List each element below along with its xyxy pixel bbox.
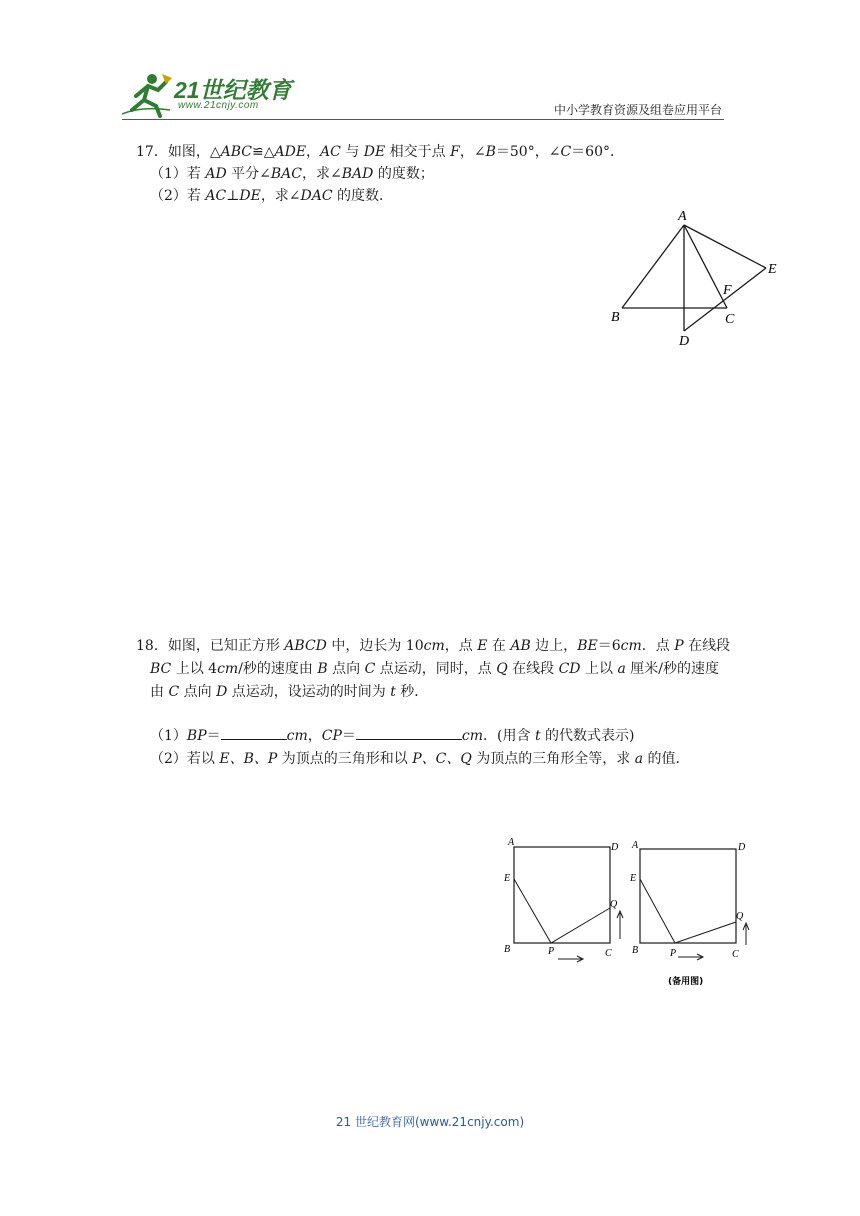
- q17-text: ，求∠: [302, 166, 342, 182]
- runner-logo-icon: [122, 70, 174, 118]
- label-p: P: [670, 948, 677, 959]
- q18-text: 点运动，设运动的时间为: [227, 684, 391, 700]
- q18-text: ．如图，已知正方形: [153, 638, 285, 654]
- q17-var: AD: [205, 166, 227, 182]
- q18-var: P、C、Q: [412, 751, 472, 767]
- q18-var: CD: [558, 661, 581, 677]
- q17-stem: [136, 140, 624, 164]
- segment-ae: [684, 225, 766, 268]
- label-e: E: [768, 262, 777, 277]
- q18-text: ，: [307, 728, 322, 744]
- q18-var: B: [317, 661, 328, 677]
- q18-var: P: [674, 638, 684, 654]
- label-b: B: [632, 945, 639, 956]
- square-abcd: [640, 849, 736, 943]
- q18-text: 在线段: [683, 638, 731, 654]
- q17-text: （1）若: [150, 166, 206, 182]
- q17-text: ，: [306, 144, 321, 160]
- label-e: E: [630, 873, 637, 884]
- label-d: D: [679, 334, 690, 349]
- q17-var: DAC: [300, 188, 333, 204]
- q17-triangle-abc: ABC: [220, 144, 252, 160]
- q17-var: F: [450, 144, 460, 160]
- q18-text: 的代数式表示): [540, 728, 635, 744]
- label-f: F: [723, 283, 732, 298]
- q18-var: AB: [510, 638, 531, 654]
- site-logo: [122, 70, 292, 118]
- q18-text: 的值．: [643, 751, 690, 767]
- q18-var: Q: [496, 661, 508, 677]
- q18-text: ，点: [444, 638, 478, 654]
- q17-number: 17: [136, 144, 154, 160]
- q18-var: D: [216, 684, 228, 700]
- segment-ac: [684, 225, 727, 308]
- header-divider: [122, 119, 724, 120]
- q18-var: BE: [577, 638, 598, 654]
- q18-text: ．(用含: [483, 728, 535, 744]
- q17-var: B: [485, 144, 496, 160]
- q17-text: 相交于点: [385, 144, 451, 160]
- q18-stem-line2: [150, 657, 719, 681]
- q18-var: BC: [150, 661, 172, 677]
- q18-text: 为顶点的三角形全等，求: [471, 751, 635, 767]
- q17-text: 与: [340, 144, 364, 160]
- label-e: E: [504, 873, 511, 884]
- q18-text: （2）若以: [150, 751, 220, 767]
- q17-text: ＝60°．: [571, 144, 624, 160]
- q18-var: a: [617, 661, 626, 677]
- q18-text: 厘米/秒的速度: [625, 661, 719, 677]
- q18-text: 为顶点的三角形和以: [277, 751, 413, 767]
- q17-var: C: [560, 144, 572, 160]
- q17-text: ≌△: [251, 144, 275, 160]
- q18-text: 中，边长为 10: [326, 638, 424, 654]
- q17-triangle-ade: ADE: [274, 144, 307, 160]
- q18-var: t: [534, 728, 541, 744]
- q18-var: C: [168, 684, 180, 700]
- q18-text: 点向: [327, 661, 365, 677]
- q17-var: DE: [239, 188, 261, 204]
- q17-text: ，求∠: [260, 188, 301, 204]
- q17-text: ＝50°，∠: [495, 144, 561, 160]
- q18-var: E: [477, 638, 488, 654]
- q18-var: BP: [186, 728, 207, 744]
- path-e-p-q: [640, 879, 736, 943]
- q18-text: 秒．: [395, 684, 429, 700]
- q18-var: C: [364, 661, 376, 677]
- q18-text: 点向: [179, 684, 217, 700]
- q17-text: 的度数；: [373, 166, 434, 182]
- label-c: C: [725, 312, 735, 327]
- q18-text: 点运动，同时，点: [375, 661, 497, 677]
- logo-url-text: www.21cnjy.com: [178, 100, 259, 111]
- q18-var: CP: [321, 728, 342, 744]
- q18-text: （1）: [150, 728, 187, 744]
- label-q: Q: [736, 911, 744, 922]
- q18-var: a: [634, 751, 644, 767]
- answer-blank-bp[interactable]: [221, 725, 287, 740]
- q18-text: ＝6: [597, 638, 621, 654]
- q18-var: E、B、P: [219, 751, 278, 767]
- q17-part2: [150, 184, 393, 208]
- q17-part1: [150, 162, 434, 186]
- q18-unit: cm: [620, 638, 642, 654]
- q18-var: ABCD: [284, 638, 327, 654]
- q17-text: （2）若: [150, 188, 206, 204]
- q17-text: 平分∠: [226, 166, 271, 182]
- q18-number: 18: [136, 638, 154, 654]
- q17-var: AC: [205, 188, 227, 204]
- q18-stem-line3: [150, 680, 428, 704]
- q18-figure-backup: [630, 835, 760, 990]
- q18-part2: [150, 747, 690, 771]
- label-b: B: [611, 310, 620, 325]
- q17-var: BAD: [341, 166, 374, 182]
- label-a: A: [678, 209, 687, 224]
- answer-blank-cp[interactable]: [356, 725, 462, 740]
- label-a: A: [632, 840, 639, 851]
- q17-var: AC: [320, 144, 341, 160]
- q17-var: BAC: [270, 166, 303, 182]
- q18-text: /秒的速度由: [238, 661, 318, 677]
- q17-text: ，∠: [459, 144, 486, 160]
- q17-var: DE: [363, 144, 386, 160]
- label-d: D: [738, 842, 746, 853]
- q17-text: ⊥: [226, 188, 240, 204]
- q18-stem-line1: [136, 634, 730, 658]
- q18-unit: cm: [423, 638, 445, 654]
- label-c: C: [732, 949, 739, 960]
- label-c: C: [605, 948, 612, 959]
- q18-text: ＝: [206, 728, 221, 744]
- q18-text: 上以: [580, 661, 618, 677]
- logo-text: 21世纪教育: [174, 77, 292, 103]
- backup-caption: (备用图): [668, 977, 704, 987]
- q18-text: ＝: [341, 728, 356, 744]
- square-abcd: [514, 847, 610, 943]
- path-e-p-q: [514, 879, 610, 943]
- q18-text: 边上，: [530, 638, 578, 654]
- q17-text: 的度数．: [332, 188, 394, 204]
- label-b: B: [504, 944, 511, 955]
- q18-text: 在: [487, 638, 511, 654]
- label-a: A: [508, 837, 515, 848]
- q17-text: ．如图，△: [153, 144, 221, 160]
- q17-figure: [605, 205, 785, 350]
- q18-text: 上以 4: [171, 661, 218, 677]
- q18-figure-main: [500, 835, 630, 965]
- q18-text: 由: [150, 684, 169, 700]
- q18-text: 在线段: [507, 661, 559, 677]
- label-p: P: [548, 946, 555, 957]
- q18-var: t: [390, 684, 396, 700]
- platform-title: 中小学教育资源及组卷应用平台: [553, 103, 722, 117]
- q18-unit: cm: [217, 661, 239, 677]
- q18-part1: [150, 724, 635, 748]
- q18-unit: cm: [461, 728, 484, 744]
- q18-unit: cm: [286, 728, 308, 744]
- label-d: D: [611, 842, 619, 853]
- label-q: Q: [610, 899, 618, 910]
- q18-text: ．点: [641, 638, 675, 654]
- segment-ab: [622, 225, 684, 308]
- footer-link[interactable]: 21 世纪教育网(www.21cnjy.com): [335, 1115, 525, 1129]
